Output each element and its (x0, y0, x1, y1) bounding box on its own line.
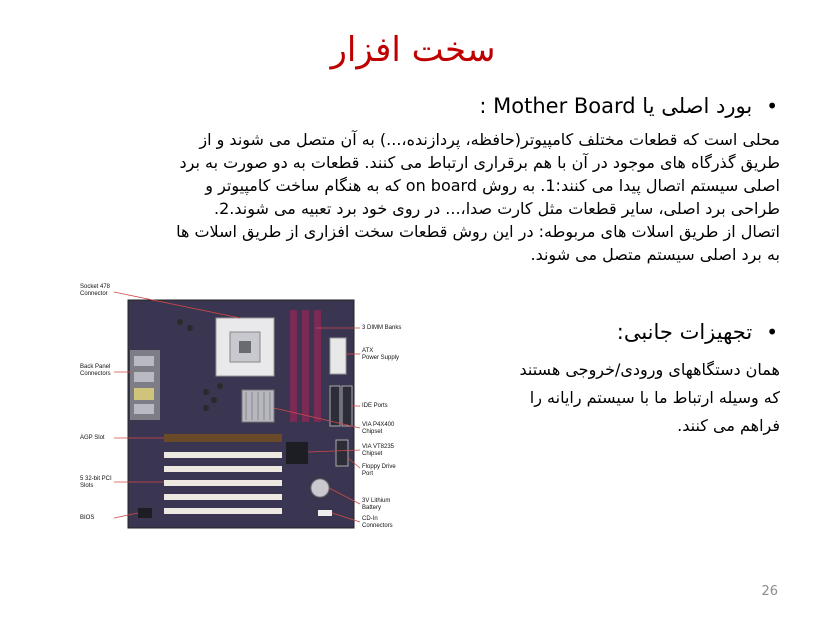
dimm-slot (290, 310, 297, 422)
ide-port (342, 386, 352, 426)
bullet-peripherals (617, 320, 778, 344)
south-bridge-chip (286, 442, 308, 464)
dimm-slot (314, 310, 321, 422)
description-line: طراحی برد اصلی، سایر قطعات مثل کارت صدا،... در روی خود برد تعبیه می شوند.2. (213, 199, 780, 218)
floppy-port (336, 440, 348, 466)
bullet-peripherals-heading: تجهیزات جانبی: (616, 320, 753, 344)
bios-chip (138, 508, 152, 518)
description-line: اصلی سیستم اتصال پیدا می کنند:1. به روش on board که به هنگام ساخت کامپیوتر و (205, 176, 780, 195)
slide-number: 26 (761, 584, 778, 599)
description-line: اتصال از طریق اسلات های مربوطه: در این روش قطعات سخت افزاری از طریق اسلات ها (176, 222, 780, 241)
bullet-dot-icon: • (766, 320, 778, 344)
bullet-dot-icon: • (766, 94, 778, 118)
label-atx: ATX Power Supply (362, 348, 400, 361)
agp-slot (164, 434, 282, 442)
description-line: محلی است که قطعات مختلف کامپیوتر(حافظه، پردازنده،...) به آن متصل می شوند و از (199, 130, 780, 149)
dimm-slot (302, 310, 309, 422)
label-floppy: Floppy Drive Port (362, 464, 396, 477)
label-bios: BIOS (80, 515, 95, 521)
peripherals-line: فراهم می کنند. (677, 416, 780, 435)
motherboard-image (80, 282, 400, 532)
atx-power (330, 338, 346, 374)
peripherals-line: همان دستگاههای ورودی/خروجی هستند (519, 360, 780, 379)
description-line: به برد اصلی سیستم متصل می شوند. (530, 245, 780, 264)
label-agp: AGP Slot (80, 435, 105, 441)
label-pci: 5 32-bit PCI Slots (80, 476, 112, 489)
motherboard-drawing (80, 282, 400, 532)
peripherals-line: که وسیله ارتباط ما با سیستم رایانه را (529, 388, 780, 407)
label-cd-in: CD-In Connectors (362, 516, 393, 529)
cd-in-connector (318, 510, 332, 516)
pci-slot (164, 480, 282, 486)
slide-title: سخت افزار (330, 30, 496, 70)
label-dimm: 3 DIMM Banks (362, 325, 402, 331)
label-south-bridge: VIA VT8235 Chipset (362, 444, 395, 457)
bullet-motherboard-heading: بورد اصلی یا Mother Board : (479, 94, 753, 118)
pci-slot (164, 508, 282, 514)
label-battery: 3V Lithium Battery (362, 498, 391, 511)
label-back-panel: Back Panel Connectors (80, 364, 111, 377)
pci-slot (164, 466, 282, 472)
description-line: طریق گذرگاه های موجود در آن با هم برقراری ارتباط می کنند. قطعات به دو صورت به برد (179, 153, 780, 172)
pci-slot (164, 494, 282, 500)
ide-port (330, 386, 340, 426)
pci-slot (164, 452, 282, 458)
label-ide: IDE Ports (362, 403, 388, 409)
battery (311, 479, 329, 497)
bullet-motherboard (479, 94, 778, 118)
motherboard-description (50, 128, 780, 266)
label-north-bridge: VIA P4X400 Chipset (362, 422, 395, 435)
peripherals-description (440, 356, 780, 440)
label-socket: Socket 478 Connector (80, 284, 111, 297)
